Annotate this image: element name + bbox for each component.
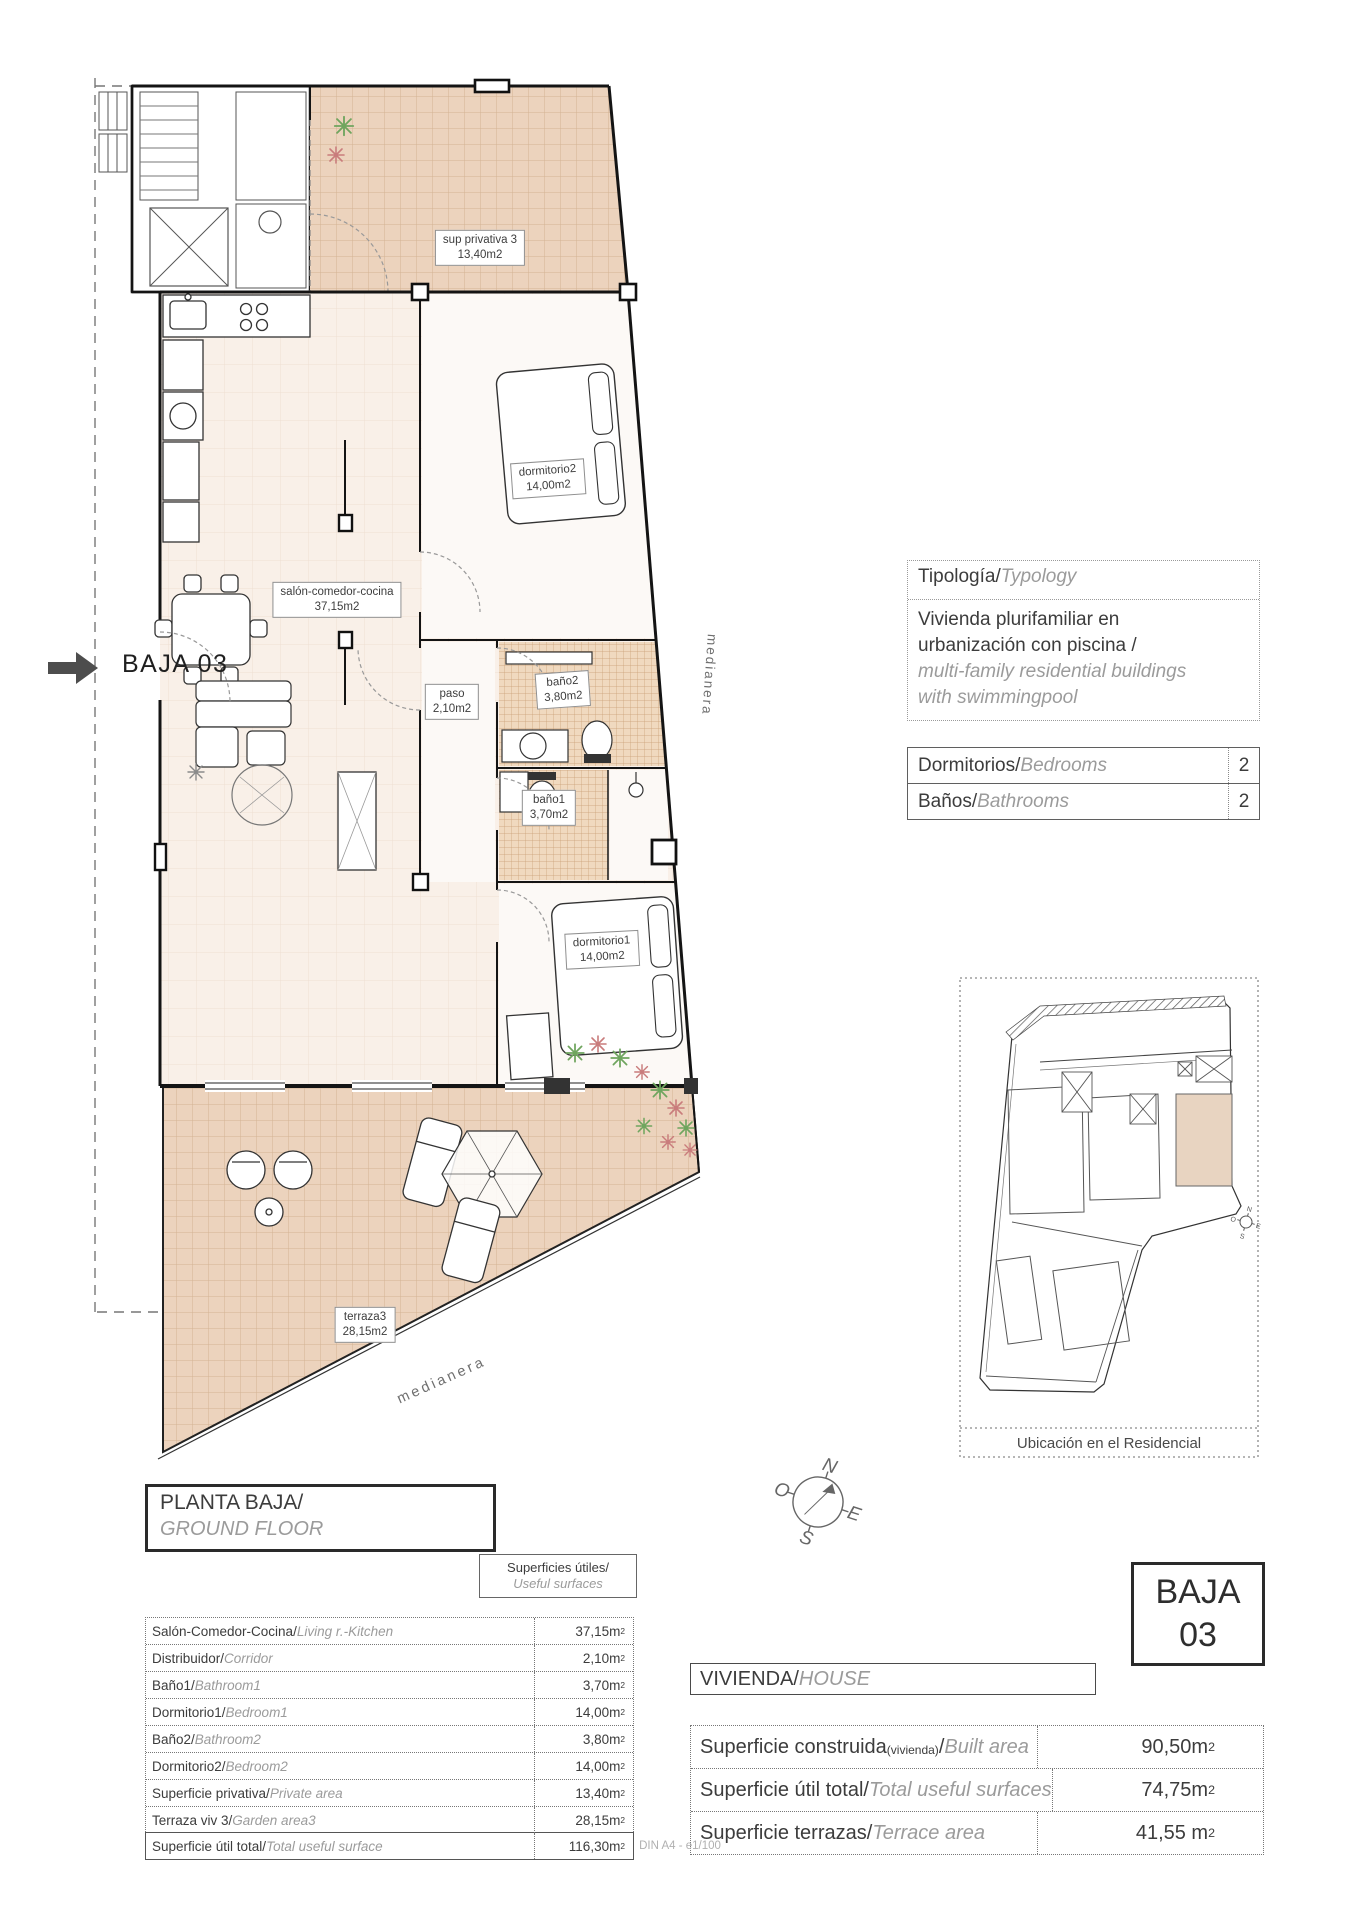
- table-row: Superficie terrazas / Terrace area 41,55 m 2: [691, 1811, 1263, 1854]
- highlighted-unit: [1176, 1094, 1232, 1186]
- table-row: Superficie privativa/ Private area 13,40m 2: [146, 1779, 633, 1806]
- table-row: Dormitorio2/ Bedroom2 14,00m 2: [146, 1752, 633, 1779]
- compass-o: O: [771, 1478, 792, 1504]
- medianera-label-right: medianera: [699, 633, 720, 717]
- table-row: Dormitorio1/ Bedroom1 14,00m 2: [146, 1698, 633, 1725]
- useful-surfaces-header: Superficies útiles/ Useful surfaces: [479, 1554, 637, 1598]
- svg-text:E: E: [1255, 1222, 1262, 1231]
- bathrooms-row: Baños/ Bathrooms 2: [908, 783, 1259, 819]
- compass-n: N: [819, 1454, 840, 1479]
- unit-pointer-label: BAJA 03: [122, 650, 229, 678]
- room-label-dormitorio1: dormitorio1 14,00m2: [564, 930, 639, 970]
- table-row: Baño1/ Bathroom1 3,70m 2: [146, 1671, 633, 1698]
- room-label-salon: salón-comedor-cocina 37,15m2: [272, 582, 401, 618]
- table-row: Superficie construida (vivienda) / Built area 90,50m 2: [691, 1726, 1263, 1768]
- core-block: [132, 86, 310, 292]
- bed-dormitorio2: [496, 363, 627, 525]
- bedrooms-count: 2: [1228, 748, 1259, 783]
- location-map: [960, 978, 1265, 1457]
- typology-box: [907, 560, 1260, 721]
- svg-text:O: O: [1229, 1215, 1237, 1225]
- compass-e: E: [844, 1502, 864, 1527]
- floor-title-box: PLANTA BAJA/ GROUND FLOOR: [145, 1484, 496, 1552]
- location-map-caption: Ubicación en el Residencial: [1016, 1435, 1202, 1452]
- room-label-sup-privativa3: sup privativa 3 13,40m2: [435, 230, 525, 266]
- medianera-label-bottom: medianera: [394, 1353, 489, 1408]
- table-row: Terraza viv 3/ Garden area3 28,15m 2: [146, 1806, 633, 1833]
- counts-table: [907, 747, 1260, 820]
- room-label-terraza3: terraza3 28,15m2: [335, 1307, 396, 1343]
- arrow-right-icon: [48, 652, 98, 684]
- room-label-paso: paso 2,10m2: [425, 684, 479, 720]
- unit-code-box: BAJA 03: [1131, 1562, 1265, 1666]
- table-row: Superficie útil total / Total useful surfaces 74,75m 2: [691, 1768, 1263, 1811]
- sheet-footer: DIN A4 - e1/100: [639, 1840, 721, 1852]
- table-row: Baño2/ Bathroom2 3,80m 2: [146, 1725, 633, 1752]
- room-label-dormitorio2: dormitorio2 14,00m2: [510, 458, 586, 499]
- compass-s: S: [796, 1526, 816, 1551]
- plant-icon: [188, 764, 204, 780]
- vivienda-table: [690, 1725, 1264, 1855]
- typology-body: Vivienda plurifamiliar en urbanización con piscina / multi-family residential buildings with swimmingpool: [918, 609, 1187, 708]
- windows: [205, 1080, 585, 1092]
- room-label-bano1: baño1 3,70m2: [522, 790, 576, 826]
- vivienda-header: VIVIENDA/ HOUSE: [690, 1663, 1096, 1695]
- typology-header: Tipología/Typology: [908, 561, 1259, 600]
- table-row: Salón-Comedor-Cocina/ Living r.-Kitchen 37,15m 2: [146, 1618, 633, 1644]
- compass-rose-icon: [760, 1442, 876, 1562]
- table-row: Distribuidor/ Corridor 2,10m 2: [146, 1644, 633, 1671]
- svg-text:N: N: [1245, 1205, 1253, 1214]
- bedrooms-row: Dormitorios/ Bedrooms 2: [908, 748, 1259, 783]
- surfaces-table: [145, 1617, 634, 1860]
- room-label-bano2: baño2 3,80m2: [535, 670, 592, 710]
- bathrooms-count: 2: [1228, 784, 1259, 819]
- meter-boxes: [99, 92, 127, 172]
- table-row-total: Superficie útil total/ Total useful surface 116,30m 2: [145, 1832, 634, 1860]
- svg-text:S: S: [1238, 1232, 1246, 1241]
